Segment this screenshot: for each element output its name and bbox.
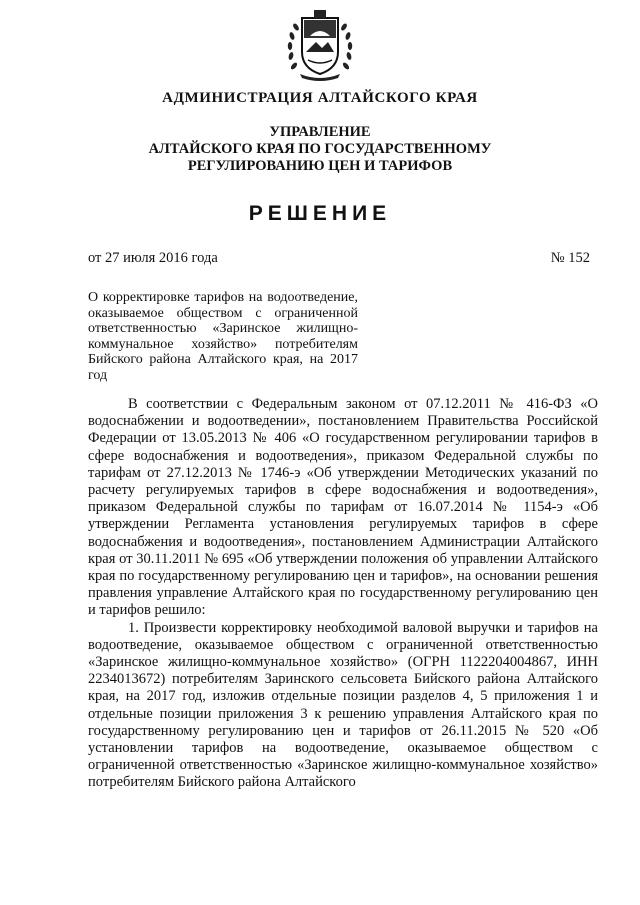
- department-heading: [0, 124, 640, 175]
- department-line-1: УПРАВЛЕНИЕ: [269, 124, 371, 140]
- document-date: от 27 июля 2016 года: [88, 250, 218, 266]
- preamble-paragraph: В соответствии с Федеральным законом от 07.12.2011 № 416-ФЗ «О водоснабжении и водоотведении», постановлением Правительства Российской Федерации от 13.05.2013 № 406 «О государственном регулировании тарифов в сфере водоснабжения и водоотведения», приказом Федеральной службы по тарифам от 27.12.2013 № 1746-э «Об утверждении Методических указаний по расчету регулируемых тарифов в сфере водоснабжения и водоотведения», приказом Федеральной службы по тарифам от 16.07.2014 № 1154-э «Об утверждении Регламента установления регулируемых тарифов в сфере водоснабжения и водоотведения», постановлением Администрации Алтайского края от 30.11.2011 № 695 «Об утверждении положения об управлении Алтайского края по государственному регулированию цен и тарифов», на основании решения правления управление Алтайского края по государственному регулированию цен и тарифов решило:: [88, 396, 598, 619]
- department-line-2: АЛТАЙСКОГО КРАЯ ПО ГОСУДАРСТВЕННОМУ: [148, 141, 492, 157]
- item-1-paragraph: 1. Произвести корректировку необходимой валовой выручки и тарифов на водоотведение, оказываемое обществом с ограниченной ответственностью «Заринское жилищно-коммунальное хозяйство» (ОГРН 1122204004867, ИНН 2234013672) потребителям Заринского сельсовета Бийского района Алтайского края, на 2017 год, изложив отдельные позиции разделов 4, 5 приложения 1 и отдельные позиции приложения 3 к решению управления Алтайского края по государственному регулированию цен и тарифов от 26.11.2015 № 520 «Об установлении тарифов на водоотведение, оказываемое обществом с ограниченной ответственностью «Заринское жилищно-коммунальное хозяйство» потребителям Бийского района Алтайского: [88, 619, 598, 791]
- document-type-title: РЕШЕНИЕ: [248, 202, 392, 225]
- altai-coat-of-arms-emblem: [284, 8, 356, 84]
- document-body: [88, 396, 598, 792]
- administration-heading: АДМИНИСТРАЦИЯ АЛТАЙСКОГО КРАЯ: [162, 90, 478, 106]
- document-number: № 152: [550, 250, 590, 266]
- document-subject: О корректировке тарифов на водоотведение, оказываемое обществом с ограниченной ответственностью «Заринское жилищно-коммунальное хозяйство» потребителям Бийского района Алтайского края, на 2017 год: [88, 290, 358, 383]
- department-line-3: РЕГУЛИРОВАНИЮ ЦЕН И ТАРИФОВ: [187, 158, 453, 174]
